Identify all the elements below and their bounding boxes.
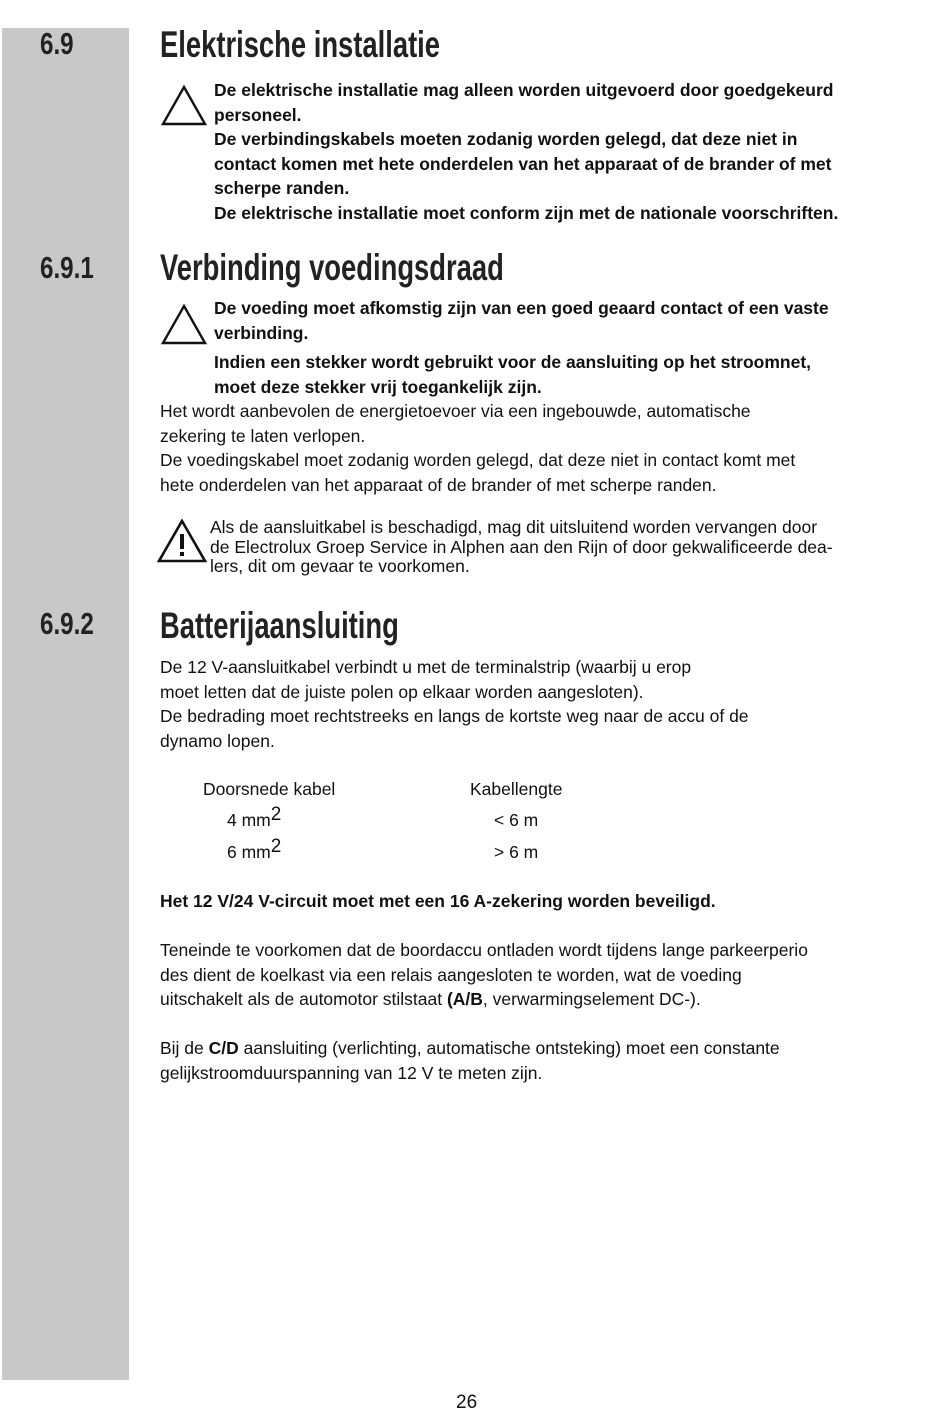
warning-line: contact komen met hete onderdelen van het apparaat of de brander of met (214, 153, 832, 174)
section-number: 6.9.2 (40, 606, 94, 641)
section-title: Batterijaansluiting (160, 605, 399, 646)
warning-line: De elektrische installatie moet conform zijn met de nationale voorschriften. (214, 202, 839, 223)
warning-text-supply (214, 296, 950, 345)
left-sidebar-band (2, 28, 129, 1380)
notice-line: Als de aansluitkabel is beschadigd, mag dit uitsluitend worden vervangen door (210, 517, 818, 537)
warning-triangle-icon (160, 84, 208, 126)
body-line: gelijkstroomduurspanning van 12 V te meten zijn. (160, 1062, 543, 1083)
body-text-battery (160, 655, 940, 753)
table-cell-section: 4 $mm^2$ (227, 804, 282, 830)
section-title: Verbinding voedingsdraad (160, 247, 504, 288)
body-text-cd (160, 1036, 940, 1085)
body-line: zekering te laten verlopen. (160, 425, 366, 446)
exclamation-triangle-icon (156, 518, 208, 564)
table-header-section: Doorsnede kabel (203, 779, 336, 799)
table-cell-length: < 6 m (494, 810, 539, 830)
body-text-relay (160, 938, 940, 1012)
warning-text-installation (214, 78, 950, 225)
warning-triangle-icon (160, 303, 208, 345)
table-cell-section: 6 $mm^2$ (227, 836, 282, 862)
table-cell-length: > 6 m (494, 842, 539, 862)
body-line: De bedrading moet rechtstreeks en langs de kortste weg naar de accu of de (160, 706, 749, 726)
body-line: des dient de koelkast via een relais aangesloten te worden, wat de voeding (160, 964, 742, 985)
body-line: moet letten dat de juiste polen op elkaar worden aangesloten). (160, 681, 644, 702)
body-line: uitschakelt als de automotor stilstaat (A/B, verwarmingselement DC-). (160, 989, 701, 1009)
warning-line: verbinding. (214, 322, 309, 343)
body-line: Teneinde te voorkomen dat de boordaccu ontladen wordt tijdens lange parkeerperio (160, 940, 808, 960)
body-line: Het wordt aanbevolen de energietoevoer via een ingebouwde, automatische (160, 401, 751, 421)
body-text-supply (160, 399, 940, 497)
warning-line: personeel. (214, 104, 302, 125)
notice-line: lers, dit om gevaar te voorkomen. (210, 556, 470, 576)
table-header-length: Kabellengte (470, 779, 563, 799)
body-line: dynamo lopen. (160, 730, 275, 751)
body-line: De voedingskabel moet zodanig worden gelegd, dat deze niet in contact komt met (160, 450, 796, 470)
section-title: Elektrische installatie (160, 24, 441, 65)
warning-line: scherpe randen. (214, 178, 350, 198)
notice-line: de Electrolux Groep Service in Alphen aan den Rijn of door gekwalificeerde dea- (210, 536, 833, 557)
page-number: 26 (456, 1392, 478, 1413)
warning-text-plug (214, 350, 950, 399)
warning-line: De elektrische installatie mag alleen worden uitgevoerd door goedgekeurd (214, 80, 834, 100)
body-line: De 12 V-aansluitkabel verbindt u met de terminalstrip (waarbij u erop (160, 657, 692, 677)
fuse-note: Het 12 V/24 V-circuit moet met een 16 A-zekering worden beveiligd. (160, 891, 716, 911)
warning-line: De voeding moet afkomstig zijn van een goed geaard contact of een vaste (214, 298, 829, 318)
section-number: 6.9 (40, 26, 74, 61)
notice-damaged-cable (210, 518, 950, 577)
body-line: hete onderdelen van het apparaat of de brander of met scherpe randen. (160, 474, 717, 495)
section-number: 6.9.1 (40, 250, 94, 285)
body-line: Bij de C/D aansluiting (verlichting, automatische ontsteking) moet een constante (160, 1038, 780, 1058)
warning-line: De verbindingskabels moeten zodanig worden gelegd, dat deze niet in (214, 129, 798, 149)
warning-line: Indien een stekker wordt gebruikt voor de aansluiting op het stroomnet, (214, 352, 812, 372)
warning-line: moet deze stekker vrij toegankelijk zijn. (214, 376, 542, 397)
